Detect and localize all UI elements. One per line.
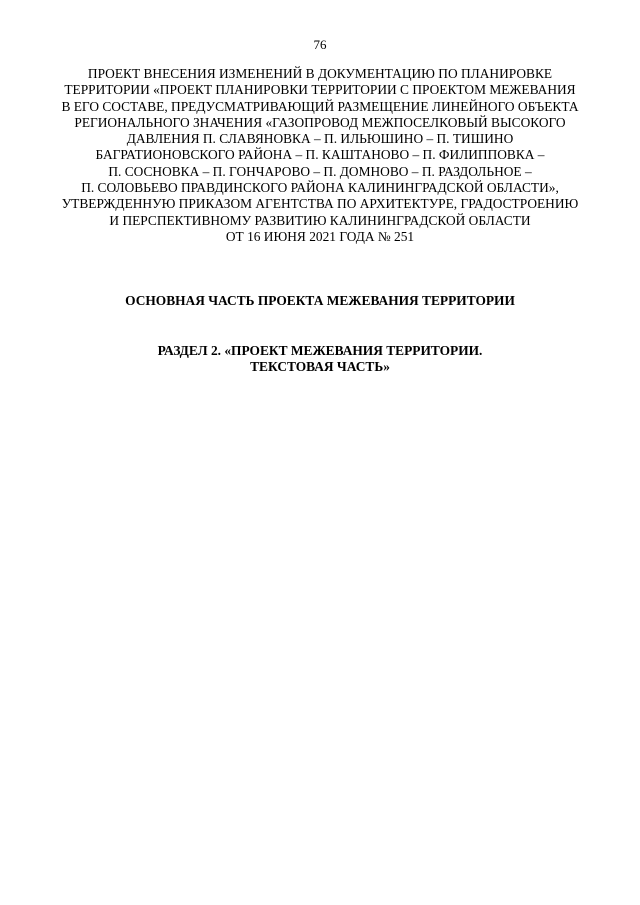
title-line: П. СОЛОВЬЕВО ПРАВДИНСКОГО РАЙОНА КАЛИНИНГРАДСКОЙ ОБЛАСТИ», bbox=[81, 180, 559, 196]
page-number: 76 bbox=[313, 37, 327, 52]
title-line: В ЕГО СОСТАВЕ, ПРЕДУСМАТРИВАЮЩИЙ РАЗМЕЩЕНИЕ ЛИНЕЙНОГО ОБЪЕКТА bbox=[61, 98, 579, 114]
title-line: РЕГИОНАЛЬНОГО ЗНАЧЕНИЯ «ГАЗОПРОВОД МЕЖПОСЕЛКОВЫЙ ВЫСОКОГО bbox=[74, 114, 566, 130]
title-line: УТВЕРЖДЕННУЮ ПРИКАЗОМ АГЕНТСТВА ПО АРХИТЕКТУРЕ, ГРАДОСТРОЕНИЮ bbox=[61, 196, 579, 212]
title-line: ДАВЛЕНИЯ П. СЛАВЯНОВКА – П. ИЛЬЮШИНО – П. ТИШИНО bbox=[126, 131, 514, 147]
subsection-heading bbox=[0, 343, 640, 376]
section-heading: ОСНОВНАЯ ЧАСТЬ ПРОЕКТА МЕЖЕВАНИЯ ТЕРРИТОРИИ bbox=[125, 293, 515, 308]
subsection-line: ТЕКСТОВАЯ ЧАСТЬ» bbox=[250, 359, 390, 375]
title-line: ОТ 16 ИЮНЯ 2021 ГОДА № 251 bbox=[225, 228, 415, 244]
title-line: П. СОСНОВКА – П. ГОНЧАРОВО – П. ДОМНОВО – П. РАЗДОЛЬНОЕ – bbox=[108, 163, 532, 179]
title-line: ТЕРРИТОРИИ «ПРОЕКТ ПЛАНИРОВКИ ТЕРРИТОРИИ С ПРОЕКТОМ МЕЖЕВАНИЯ bbox=[64, 82, 576, 98]
document-title bbox=[40, 66, 600, 245]
title-line: ПРОЕКТ ВНЕСЕНИЯ ИЗМЕНЕНИЙ В ДОКУМЕНТАЦИЮ ПО ПЛАНИРОВКЕ bbox=[87, 66, 553, 81]
subsection-line: РАЗДЕЛ 2. «ПРОЕКТ МЕЖЕВАНИЯ ТЕРРИТОРИИ. bbox=[157, 343, 483, 358]
title-line: БАГРАТИОНОВСКОГО РАЙОНА – П. КАШТАНОВО – П. ФИЛИППОВКА – bbox=[95, 147, 545, 163]
title-line: И ПЕРСПЕКТИВНОМУ РАЗВИТИЮ КАЛИНИНГРАДСКОЙ ОБЛАСТИ bbox=[109, 212, 531, 228]
